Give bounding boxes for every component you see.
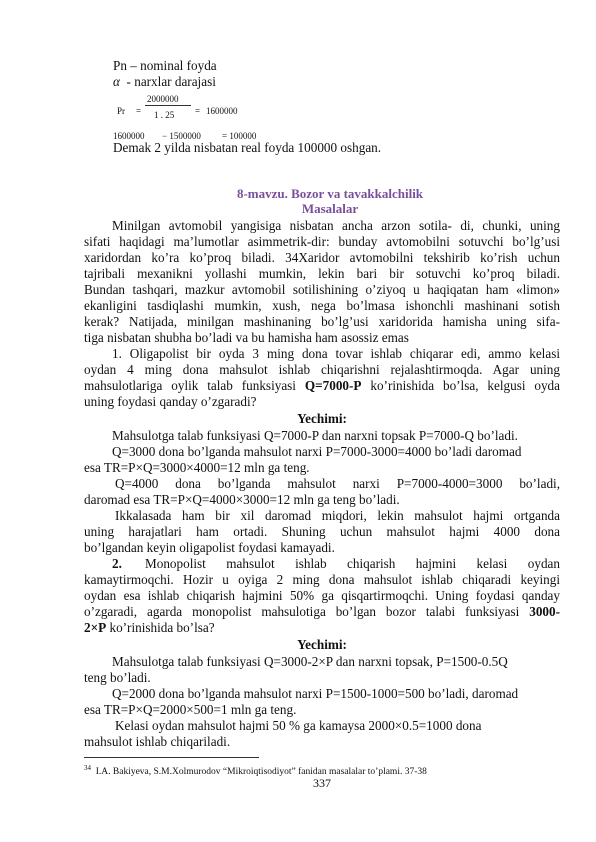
- intro-line: Minilgan avtomobil yangisiga nisbatan ancha arzon sotila- di, chunki, uning: [112, 218, 560, 233]
- problem2-line: Monopolist mahsulot ishlab chiqarish hajmini kelasi oydan: [145, 556, 560, 571]
- solution-line: uning harajatlari ham ortadi. Shuning uchun mahsulot hajmi 4000 dona: [84, 524, 560, 539]
- formula-eq2: =: [195, 106, 201, 116]
- problem2-line: 2×P ko’rinishida bo’lsa?: [84, 620, 215, 635]
- fraction-bar: [145, 105, 191, 106]
- solution-line: Q=4000 dona bo’lganda mahsulot narxi P=7000-4000=3000 bo’ladi,: [115, 476, 560, 491]
- solution-line: Ikkalasada ham bir xil daromad miqdori, lekin mahsulot hajmi ortganda: [115, 508, 560, 523]
- footnote-mark: 34: [84, 764, 91, 772]
- alpha-symbol: α: [113, 74, 120, 89]
- page-number: 337: [313, 776, 331, 790]
- intro-line: tajribali mexanikni yollashi mumkin, lekin bari bir sotuvchi ko’proq biladi.: [84, 266, 560, 281]
- demand-function: 3000-: [529, 604, 560, 619]
- solution-line: Q=3000 dona bo’lganda mahsulot narxi P=7000-3000=4000 bo’ladi daromad: [112, 444, 522, 459]
- solution-line: Mahsulotga talab funksiyasi Q=3000-2×P dan narxni topsak, P=1500-0.5Q: [112, 654, 508, 669]
- formula-lhs: Pr: [117, 106, 126, 116]
- problem1-line: 1. Oligapolist bir oyda 3 ming dona tovar ishlab chiqarar edi, ammo kelasi: [112, 346, 560, 361]
- formula-result: 1600000: [206, 106, 238, 116]
- solution-line: daromad esa TR=P×Q=4000×3000=12 mln ga teng bo’ladi.: [84, 492, 400, 507]
- problem1-line: uning foydasi qanday o’zgaradi?: [84, 394, 257, 409]
- solution-line: Mahsulotga talab funksiyasi Q=7000-P dan narxni topsak P=7000-Q bo’ladi.: [112, 428, 518, 443]
- solution-label: Yechimi:: [297, 637, 347, 652]
- conclusion: Demak 2 yilda nisbatan real foyda 100000 oshgan.: [113, 140, 382, 155]
- formula-eq1: =: [136, 106, 142, 116]
- solution-line: esa TR=P×Q=3000×4000=12 mln ga teng.: [84, 460, 310, 475]
- problem2-line: kamaytirmoqchi. Hozir u oyiga 2 ming dona mahsulot ishlab chiqaradi keyingi: [84, 572, 560, 587]
- section-title: 8-mavzu. Bozor va tavakkalchilik: [236, 186, 424, 201]
- solution-line: bo’lgandan keyin oligapolist foydasi kamayadi.: [84, 540, 335, 555]
- solution-line: Q=2000 dona bo’lganda mahsulot narxi P=1500-1000=500 bo’ladi, daromad: [112, 686, 519, 701]
- alpha-definition: [113, 74, 216, 90]
- intro-line: ekanligini tasdiqlashi mumkin, xush, nega bo’lmasa ishonchli mashinani sotish: [84, 298, 560, 313]
- intro-line: xaridordan ko’ra ko’proq biladi. 34Xaridor avtomobilni tekshirib ko’rish uchun: [84, 250, 560, 265]
- formula-numerator: 2000000: [147, 94, 179, 104]
- problem2-number: 2.: [112, 556, 122, 571]
- solution-line: mahsulot ishlab chiqariladi.: [84, 734, 231, 749]
- intro-line: sifati haqidagi ma’lumotlar asimmetrik-dir: bunday avtomobilni sotuvchi bo’lg’usi: [84, 234, 560, 249]
- section-subtitle: Masalalar: [301, 201, 359, 216]
- solution-line: teng bo’ladi.: [84, 670, 151, 685]
- solution-line: Kelasi oydan mahsulot hajmi 50 % ga kamaysa 2000×0.5=1000 dona: [115, 718, 482, 733]
- calc-a: 1600000: [113, 131, 145, 141]
- alpha-text: - narxlar darajasi: [126, 74, 216, 89]
- footnote-text: I.A. Bakiyeva, S.M.Xolmurodov “Mikroiqtisodiyot” fanidan masalalar to’plami. 37-38: [95, 767, 427, 778]
- calc-eq: = 100000: [222, 131, 257, 141]
- demand-function: Q=7000-P: [304, 378, 362, 393]
- problem1-line: mahsulotlariga oylik talab funksiyasi Q=7000-P ko’rinishida bo’lsa, kelgusi oyda: [84, 378, 561, 393]
- intro-line: Bundan tashqari, mazkur avtomobil sotilishining o’ziyoq u haqiqatan ham «limon»: [84, 282, 560, 297]
- solution-label: Yechimi:: [297, 411, 347, 426]
- problem2-line: o’zgaradi, agarda monopolist mahsulotiga bo’lgan bozor talabi funksiyasi 3000-: [84, 604, 560, 619]
- problem1-line: oydan 4 ming dona mahsulot ishlab chiqarishni rejalashtirmoqda. Agar uning: [84, 362, 560, 377]
- problem2-line: oydan esa ishlab chiqarish hajmini 50% ga qisqartirmoqchi. Uning foydasi qanday: [84, 588, 560, 603]
- solution-line: esa TR=P×Q=2000×500=1 mln ga teng.: [84, 702, 297, 717]
- intro-line: kerak? Natijada, minilgan mashinaning bo’lg’usi xaridorida hamisha uning sifa-: [84, 314, 560, 329]
- footnote-rule: [84, 757, 259, 758]
- pn-definition: Pn – nominal foyda: [113, 58, 217, 73]
- formula-denominator: 1 . 25: [154, 110, 175, 120]
- intro-line: tiga nisbatan shubha bo’ladi va bu hamisha ham asossiz emas: [84, 330, 409, 345]
- calc-minus: − 1500000: [162, 131, 201, 141]
